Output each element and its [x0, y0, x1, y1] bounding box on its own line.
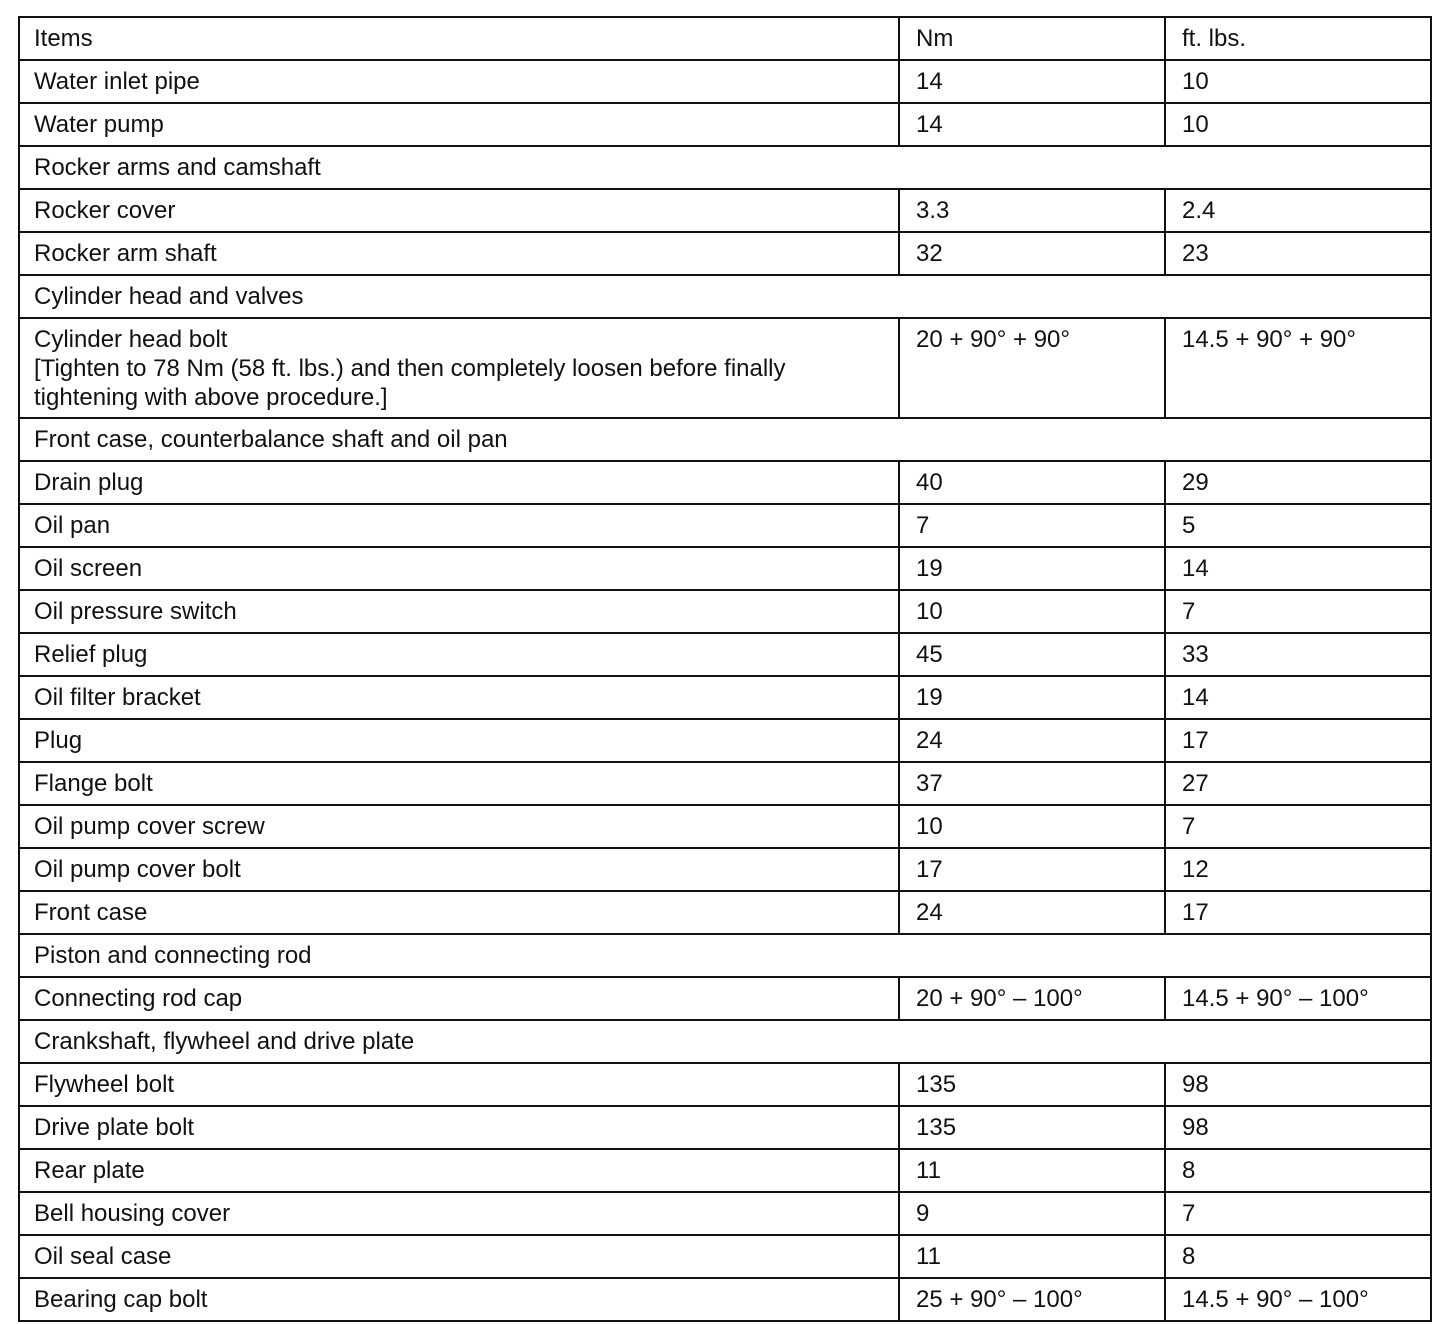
ftlbs-cell: 23 [1165, 232, 1431, 275]
item-cell: Oil pan [19, 504, 899, 547]
table-row [19, 189, 1431, 232]
ftlbs-cell: 10 [1165, 103, 1431, 146]
item-cell: Oil pressure switch [19, 590, 899, 633]
table-row [19, 1149, 1431, 1192]
nm-cell: 135 [899, 1106, 1165, 1149]
table-row [19, 848, 1431, 891]
ftlbs-cell: 98 [1165, 1063, 1431, 1106]
item-cell: Flywheel bolt [19, 1063, 899, 1106]
ftlbs-cell: 14 [1165, 547, 1431, 590]
table-row [19, 1063, 1431, 1106]
item-note: [Tighten to 78 Nm (58 ft. lbs.) and then completely loosen before finally tightening with above procedure.] [34, 355, 786, 411]
section-heading: Rocker arms and camshaft [19, 146, 1431, 189]
ftlbs-cell: 7 [1165, 1192, 1431, 1235]
ftlbs-cell: 8 [1165, 1149, 1431, 1192]
ftlbs-cell: 5 [1165, 504, 1431, 547]
nm-cell: 11 [899, 1235, 1165, 1278]
table-row [19, 1192, 1431, 1235]
item-cell: Oil screen [19, 547, 899, 590]
item-cell: Oil seal case [19, 1235, 899, 1278]
table-row [19, 762, 1431, 805]
ftlbs-cell: 7 [1165, 805, 1431, 848]
nm-cell: 40 [899, 461, 1165, 504]
table-row [19, 590, 1431, 633]
table-body [19, 17, 1431, 1321]
table-row [19, 318, 1431, 418]
section-row [19, 146, 1431, 189]
item-cell: Rocker arm shaft [19, 232, 899, 275]
ftlbs-cell: 2.4 [1165, 189, 1431, 232]
header-row [19, 17, 1431, 60]
table-row [19, 633, 1431, 676]
item-cell: Flange bolt [19, 762, 899, 805]
nm-cell: 20 + 90° – 100° [899, 977, 1165, 1020]
item-cell: Drain plug [19, 461, 899, 504]
item-cell: Bell housing cover [19, 1192, 899, 1235]
item-name: Cylinder head bolt [34, 326, 228, 353]
item-cell: Connecting rod cap [19, 977, 899, 1020]
table-row [19, 232, 1431, 275]
nm-cell: 10 [899, 805, 1165, 848]
section-heading: Piston and connecting rod [19, 934, 1431, 977]
item-cell: Rocker cover [19, 189, 899, 232]
ftlbs-cell: 29 [1165, 461, 1431, 504]
nm-cell: 17 [899, 848, 1165, 891]
header-items: Items [19, 17, 899, 60]
nm-cell: 135 [899, 1063, 1165, 1106]
nm-cell: 19 [899, 547, 1165, 590]
nm-cell: 45 [899, 633, 1165, 676]
ftlbs-cell: 17 [1165, 719, 1431, 762]
nm-cell: 10 [899, 590, 1165, 633]
ftlbs-cell: 10 [1165, 60, 1431, 103]
nm-cell: 20 + 90° + 90° [899, 318, 1165, 418]
table-row [19, 461, 1431, 504]
nm-cell: 24 [899, 719, 1165, 762]
item-cell: Plug [19, 719, 899, 762]
torque-specification-table [18, 16, 1432, 1322]
nm-cell: 9 [899, 1192, 1165, 1235]
table-row [19, 1106, 1431, 1149]
table-row [19, 719, 1431, 762]
nm-cell: 14 [899, 60, 1165, 103]
item-cell: Rear plate [19, 1149, 899, 1192]
table-row [19, 1278, 1431, 1321]
item-cell: Oil pump cover screw [19, 805, 899, 848]
section-heading: Cylinder head and valves [19, 275, 1431, 318]
table-row [19, 103, 1431, 146]
ftlbs-cell: 14.5 + 90° – 100° [1165, 1278, 1431, 1321]
section-heading: Crankshaft, flywheel and drive plate [19, 1020, 1431, 1063]
table-row [19, 60, 1431, 103]
table-row [19, 547, 1431, 590]
nm-cell: 37 [899, 762, 1165, 805]
item-cell: Front case [19, 891, 899, 934]
nm-cell: 3.3 [899, 189, 1165, 232]
table-row [19, 977, 1431, 1020]
table-row [19, 805, 1431, 848]
item-cell: Bearing cap bolt [19, 1278, 899, 1321]
nm-cell: 24 [899, 891, 1165, 934]
ftlbs-cell: 14.5 + 90° – 100° [1165, 977, 1431, 1020]
ftlbs-cell: 14 [1165, 676, 1431, 719]
table-row [19, 1235, 1431, 1278]
section-row [19, 934, 1431, 977]
item-cell: Relief plug [19, 633, 899, 676]
item-cell: Water pump [19, 103, 899, 146]
item-cell: Drive plate bolt [19, 1106, 899, 1149]
header-ftlbs: ft. lbs. [1165, 17, 1431, 60]
item-cell: Oil filter bracket [19, 676, 899, 719]
ftlbs-cell: 98 [1165, 1106, 1431, 1149]
item-cell: Water inlet pipe [19, 60, 899, 103]
table-row [19, 676, 1431, 719]
ftlbs-cell: 27 [1165, 762, 1431, 805]
ftlbs-cell: 8 [1165, 1235, 1431, 1278]
ftlbs-cell: 33 [1165, 633, 1431, 676]
nm-cell: 7 [899, 504, 1165, 547]
item-cell [19, 318, 899, 418]
nm-cell: 14 [899, 103, 1165, 146]
section-row [19, 1020, 1431, 1063]
ftlbs-cell: 17 [1165, 891, 1431, 934]
nm-cell: 11 [899, 1149, 1165, 1192]
nm-cell: 25 + 90° – 100° [899, 1278, 1165, 1321]
section-row [19, 418, 1431, 461]
table-row [19, 891, 1431, 934]
nm-cell: 19 [899, 676, 1165, 719]
ftlbs-cell: 14.5 + 90° + 90° [1165, 318, 1431, 418]
item-cell: Oil pump cover bolt [19, 848, 899, 891]
table-row [19, 504, 1431, 547]
header-nm: Nm [899, 17, 1165, 60]
section-row [19, 275, 1431, 318]
nm-cell: 32 [899, 232, 1165, 275]
section-heading: Front case, counterbalance shaft and oil pan [19, 418, 1431, 461]
ftlbs-cell: 7 [1165, 590, 1431, 633]
ftlbs-cell: 12 [1165, 848, 1431, 891]
